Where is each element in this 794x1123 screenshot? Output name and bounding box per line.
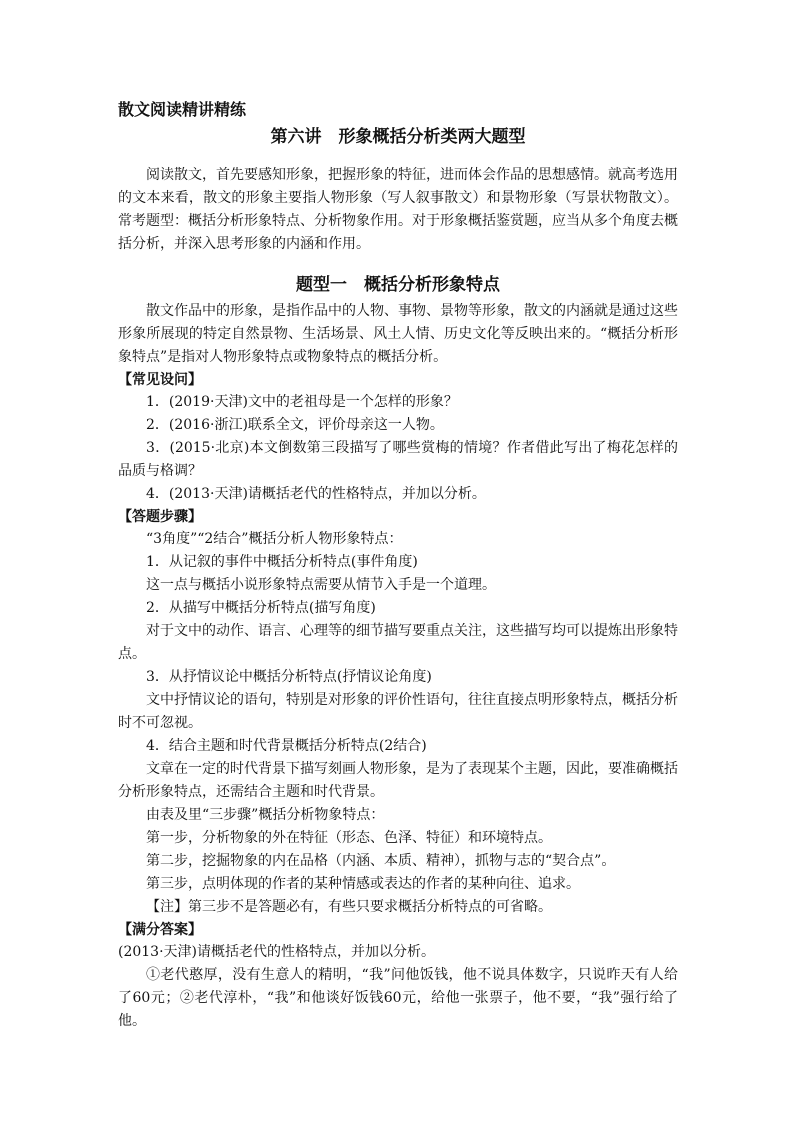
lecture-title: 第六讲 形象概括分析类两大题型 — [270, 127, 526, 147]
note-label: 【注】 — [146, 899, 188, 915]
intro-paragraph: 阅读散文，首先要感知形象，把握形象的特征，进而体会作品的思想感情。就高考选用的文本来看，散文的形象主要指人物形象（写人叙事散文）和景物形象（写景状物散文）。常考题型：概括分析形象特点、分析物象作用。对于形象概括鉴赏题，应当从多个角度去概括分析，并深入思考形象的内涵和作用。 — [118, 167, 678, 252]
steps-line: 文中抒情议论的语句，特别是对形象的评价性语句，往往直接点明形象特点，概括分析时不可忽视。 — [118, 692, 678, 731]
steps-line: “3角度”“2结合”概括分析人物形象特点： — [146, 531, 403, 547]
steps-heading: 【答题步骤】 — [118, 509, 202, 525]
steps-note — [118, 896, 678, 919]
question-item: 2．(2016·浙江)联系全文，评价母亲这一人物。 — [146, 417, 444, 433]
steps-line: 3．从抒情议论中概括分析特点(抒情议论角度) — [146, 669, 432, 685]
note-text: 第三步不是答题必有，有些只要求概括分析特点的可省略。 — [188, 899, 552, 915]
full-answer-text: ①老代憨厚，没有生意人的精明，“我”问他饭钱，他不说具体数字，只说昨天有人给了60元；②老代淳朴，“我”和他谈好饭钱60元，给他一张票子，他不要，“我”强行给了他。 — [118, 967, 678, 1029]
steps-line: 这一点与概括小说形象特点需要从情节入手是一个道理。 — [146, 577, 496, 593]
question-item: 1．(2019·天津)文中的老祖母是一个怎样的形象？ — [146, 394, 458, 410]
type-one-title: 题型一 概括分析形象特点 — [296, 275, 500, 295]
steps-line: 1．从记叙的事件中概括分析特点(事件角度) — [146, 554, 418, 570]
full-answer-question: (2013·天津)请概括老代的性格特点，并加以分析。 — [118, 944, 436, 960]
steps-line: 4．结合主题和时代背景概括分析特点(2结合) — [146, 738, 427, 754]
steps-line: 第一步，分析物象的外在特征（形态、色泽、特征）和环境特点。 — [146, 830, 552, 846]
question-item: 3．(2015·北京)本文倒数第三段描写了哪些赏梅的情境？作者借此写出了梅花怎样的品质与格调？ — [118, 440, 678, 479]
type-one-description: 散文作品中的形象，是指作品中的人物、事物、景物等形象，散文的内涵就是通过这些形象所展现的特定自然景物、生活场景、风土人情、历史文化等反映出来的。“概括分析形象特点”是指对人物形象特点或物象特点的概括分析。 — [118, 303, 678, 365]
steps-line: 对于文中的动作、语言、心理等的细节描写要重点关注，这些描写均可以提炼出形象特点。 — [118, 623, 678, 662]
common-questions-heading: 【常见设问】 — [118, 372, 202, 388]
document-content — [118, 98, 678, 1033]
steps-line: 第三步，点明体现的作者的某种情感或表达的作者的某种向往、追求。 — [146, 876, 580, 892]
steps-line: 2．从描写中概括分析特点(描写角度) — [146, 600, 376, 616]
steps-line: 由表及里“三步骤”概括分析物象特点： — [146, 807, 385, 823]
steps-line: 第二步，挖掘物象的内在品格（内涵、本质、精神），抓物与志的“契合点”。 — [146, 853, 616, 869]
question-item: 4．(2013·天津)请概括老代的性格特点，并加以分析。 — [146, 486, 486, 502]
series-title: 散文阅读精讲精练 — [118, 100, 247, 119]
steps-line: 文章在一定的时代背景下描写刻画人物形象，是为了表现某个主题，因此，要准确概括分析形象特点，还需结合主题和时代背景。 — [118, 761, 678, 800]
full-answer-heading: 【满分答案】 — [118, 922, 202, 938]
